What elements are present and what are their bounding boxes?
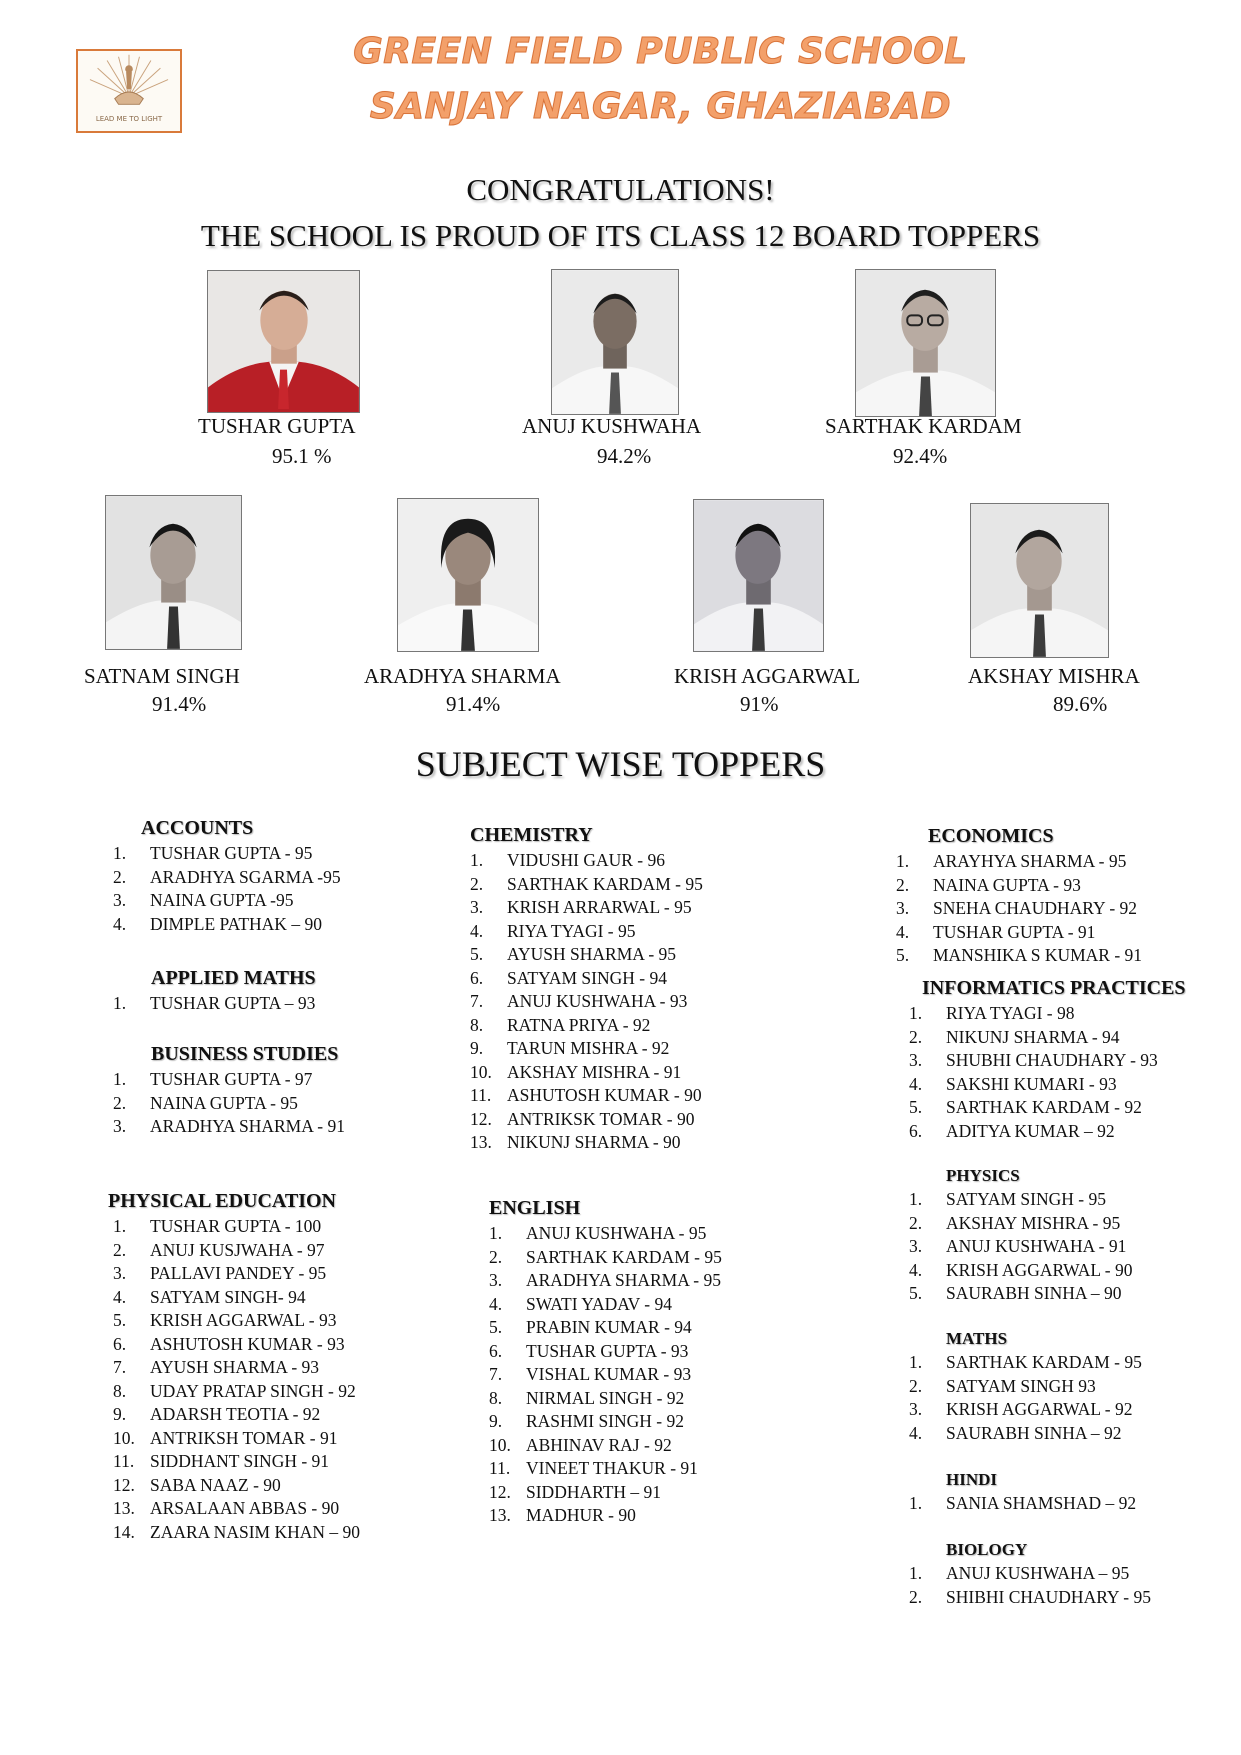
list-item-text: RATNA PRIYA - 92 [507,1014,651,1035]
list-item-number: 6. [489,1340,503,1361]
list-item-text: UDAY PRATAP SINGH - 92 [150,1380,356,1401]
list-item-text: AKSHAY MISHRA - 91 [507,1061,682,1082]
list-item-number: 4. [113,1286,127,1307]
list-item-number: 1. [909,1189,923,1209]
list-item-text: ADARSH TEOTIA - 92 [150,1404,321,1424]
list-item-text: NIRMAL SINGH - 92 [526,1387,685,1408]
list-item-text: ADITYA KUMAR – 92 [946,1120,1115,1141]
list-item-text: SAURABH SINHA – 90 [946,1283,1122,1303]
list-item-text: SANIA SHAMSHAD – 92 [946,1493,1137,1513]
list-item-text: AYUSH SHARMA - 93 [150,1357,320,1377]
list-item-number: 9. [489,1411,503,1431]
list-item-text: VISHAL KUMAR - 93 [526,1364,692,1384]
list-item-text: ANUJ KUSHWAHA – 95 [946,1563,1130,1583]
list-item-number: 4. [909,1073,923,1094]
list-item-number: 1. [113,843,127,863]
list-item-number: 10. [489,1434,511,1455]
topper-photo-7 [970,503,1109,658]
topper-name-6: KRISH AGGARWAL [674,664,861,688]
list-item-number: 3. [909,1236,923,1256]
list-item-text: ASHUTOSH KUMAR - 90 [507,1085,702,1105]
list-item-number: 13. [113,1498,135,1518]
list-item-text: ARAYHYA SHARMA - 95 [933,851,1127,871]
list-item-number: 9. [470,1038,484,1058]
list-item-number: 5. [470,944,484,964]
topper-photo-3 [855,269,996,417]
list-item-number: 3. [909,1399,923,1419]
list-item-text: SATYAM SINGH - 94 [507,967,667,988]
topper-name-1: TUSHAR GUPTA [198,414,356,438]
list-item-number: 2. [909,1026,923,1047]
list-item-text: SATYAM SINGH 93 [946,1375,1096,1396]
subject-title-maths: MATHS [946,1329,1008,1348]
list-item-text: TUSHAR GUPTA - 91 [933,921,1096,942]
list-item-text: KRISH ARRARWAL - 95 [507,897,692,917]
list-item-text: TUSHAR GUPTA - 93 [526,1340,689,1361]
list-item-number: 8. [489,1387,503,1408]
list-item-number: 11. [489,1458,511,1478]
list-item-number: 9. [113,1404,127,1424]
list-item-number: 1. [909,1003,923,1023]
school-location: SANJAY NAGAR, GHAZIABAD [369,86,952,127]
list-item-number: 3. [113,1116,127,1136]
list-item-text: SAKSHI KUMARI - 93 [946,1073,1117,1094]
list-item-text: DIMPLE PATHAK – 90 [150,913,322,934]
topper-percent-6: 91% [740,692,779,716]
list-item-number: 2. [909,1212,923,1233]
list-item-text: SARTHAK KARDAM - 95 [946,1352,1142,1372]
list-item-number: 1. [470,850,484,870]
list-item-number: 11. [470,1085,492,1105]
list-item-number: 12. [470,1108,492,1129]
list-item-number: 1. [489,1223,503,1243]
list-item-number: 5. [896,945,910,965]
list-item-number: 1. [909,1352,923,1372]
list-item-text: TUSHAR GUPTA - 97 [150,1069,313,1089]
topper-percent-3: 92.4% [893,444,948,468]
subject-title-applied-maths: APPLIED MATHS [151,967,316,989]
topper-photo-5 [397,498,539,652]
list-item-number: 5. [113,1310,127,1330]
subject-title-accounts: ACCOUNTS [141,817,254,839]
list-item-text: SNEHA CHAUDHARY - 92 [933,898,1138,918]
list-item-number: 2. [896,874,910,895]
list-item-text: SIDDHANT SINGH - 91 [150,1451,330,1471]
topper-percent-2: 94.2% [597,444,652,468]
list-item-text: ZAARA NASIM KHAN – 90 [150,1521,361,1542]
list-item-number: 5. [909,1283,923,1303]
list-item-number: 11. [113,1451,135,1471]
list-item-text: AKSHAY MISHRA - 95 [946,1212,1121,1233]
list-item-number: 10. [113,1427,135,1448]
list-item-text: NIKUNJ SHARMA - 90 [507,1132,681,1152]
list-item-number: 1. [909,1493,923,1513]
list-item-number: 1. [896,851,910,871]
list-item-number: 7. [113,1357,127,1377]
list-item-text: TUSHAR GUPTA – 93 [150,993,316,1013]
list-item-text: VIDUSHI GAUR - 96 [507,850,665,870]
list-item-text: NAINA GUPTA -95 [150,890,294,910]
list-item-number: 3. [896,898,910,918]
list-item-text: PALLAVI PANDEY - 95 [150,1263,327,1283]
list-item-text: SARTHAK KARDAM - 95 [507,873,703,894]
list-item-text: RIYA TYAGI - 95 [507,920,636,941]
list-item-text: MANSHIKA S KUMAR - 91 [933,945,1143,965]
list-item-text: PRABIN KUMAR - 94 [526,1317,692,1337]
list-item-number: 8. [470,1014,484,1035]
list-item-number: 5. [909,1097,923,1117]
list-item-text: KRISH AGGARWAL - 90 [946,1259,1133,1280]
congrats-heading: CONGRATULATIONS! [466,172,775,207]
list-item-text: MADHUR - 90 [526,1505,636,1525]
list-item-number: 14. [113,1521,135,1542]
subject-title-business-studies: BUSINESS STUDIES [151,1043,339,1065]
list-item-text: ABHINAV RAJ - 92 [526,1434,672,1455]
list-item-text: AYUSH SHARMA - 95 [507,944,677,964]
list-item-number: 13. [489,1505,511,1525]
list-item-number: 6. [113,1333,127,1354]
list-item-text: ANTRIKSH TOMAR - 91 [150,1427,338,1448]
list-item-number: 4. [909,1422,923,1443]
list-item-number: 1. [113,993,127,1013]
list-item-number: 12. [489,1481,511,1502]
subject-title-biology: BIOLOGY [946,1540,1028,1559]
list-item-text: ARSALAAN ABBAS - 90 [150,1498,340,1518]
list-item-text: SABA NAAZ - 90 [150,1474,281,1495]
list-item-text: SIDDHARTH – 91 [526,1481,662,1502]
list-item-number: 6. [470,967,484,988]
list-item-text: ANUJ KUSHWAHA - 91 [946,1236,1127,1256]
topper-percent-5: 91.4% [446,692,501,716]
topper-photo-2 [551,269,679,415]
topper-name-5: ARADHYA SHARMA [364,664,561,688]
subject-title-physics: PHYSICS [946,1166,1020,1185]
subject-title-english: ENGLISH [489,1197,581,1219]
list-item-text: NAINA GUPTA - 95 [150,1092,298,1113]
list-item-text: ANTRIKSK TOMAR - 90 [507,1108,695,1129]
list-item-number: 2. [470,873,484,894]
subject-toppers-heading: SUBJECT WISE TOPPERS [415,744,826,784]
list-item-text: ANUJ KUSJWAHA - 97 [150,1239,325,1260]
subject-title-hindi: HINDI [946,1470,998,1489]
topper-name-4: SATNAM SINGH [84,664,240,688]
topper-percent-4: 91.4% [152,692,207,716]
list-item-number: 13. [470,1132,492,1152]
list-item-number: 3. [489,1270,503,1290]
list-item-number: 1. [909,1563,923,1583]
list-item-text: SHUBHI CHAUDHARY - 93 [946,1050,1158,1070]
topper-name-3: SARTHAK KARDAM [825,414,1022,438]
list-item-number: 4. [896,921,910,942]
list-item-number: 2. [113,1092,127,1113]
topper-photo-1 [207,270,360,413]
list-item-text: ANUJ KUSHWAHA - 95 [526,1223,707,1243]
list-item-text: KRISH AGGARWAL - 93 [150,1310,337,1330]
list-item-text: ARADHYA SHARMA - 95 [526,1270,721,1290]
list-item-number: 5. [489,1317,503,1337]
list-item-text: SWATI YADAV - 94 [526,1293,673,1314]
list-item-text: SAURABH SINHA – 92 [946,1422,1122,1443]
list-item-number: 2. [909,1375,923,1396]
list-item-number: 7. [489,1364,503,1384]
list-item-number: 4. [489,1293,503,1314]
topper-percent-7: 89.6% [1053,692,1108,716]
list-item-number: 3. [909,1050,923,1070]
list-item-number: 8. [113,1380,127,1401]
logo-caption: LEAD ME TO LIGHT [95,115,163,123]
list-item-number: 2. [909,1586,923,1607]
list-item-text: TUSHAR GUPTA - 95 [150,843,313,863]
list-item-number: 3. [113,890,127,910]
list-item-number: 3. [113,1263,127,1283]
list-item-text: SATYAM SINGH - 95 [946,1189,1106,1209]
subject-title-chemistry: CHEMISTRY [470,824,593,846]
list-item-number: 3. [470,897,484,917]
list-item-text: SARTHAK KARDAM - 92 [946,1097,1142,1117]
list-item-number: 4. [113,913,127,934]
list-item-text: ASHUTOSH KUMAR - 93 [150,1333,345,1354]
list-item-number: 10. [470,1061,492,1082]
list-item-text: TUSHAR GUPTA - 100 [150,1216,322,1236]
list-item-number: 12. [113,1474,135,1495]
list-item-number: 7. [470,991,484,1011]
subject-title-physical-education: PHYSICAL EDUCATION [108,1190,336,1212]
list-item-text: ARADHYA SHARMA - 91 [150,1116,345,1136]
topper-photo-4 [105,495,242,650]
list-item-text: SARTHAK KARDAM - 95 [526,1246,722,1267]
toppers-subtitle: THE SCHOOL IS PROUD OF ITS CLASS 12 BOARD TOPPERS [200,218,1041,253]
list-item-number: 2. [489,1246,503,1267]
list-item-text: SHIBHI CHAUDHARY - 95 [946,1586,1151,1607]
list-item-text: KRISH AGGARWAL - 92 [946,1399,1133,1419]
topper-name-2: ANUJ KUSHWAHA [522,414,702,438]
topper-photo-6 [693,499,824,652]
list-item-number: 1. [113,1216,127,1236]
list-item-text: NAINA GUPTA - 93 [933,874,1081,895]
subject-title-economics: ECONOMICS [928,825,1054,847]
list-item-text: ANUJ KUSHWAHA - 93 [507,991,688,1011]
topper-percent-1: 95.1 % [272,444,332,468]
subject-title-informatics: INFORMATICS PRACTICES [922,977,1186,999]
list-item-text: ARADHYA SGARMA -95 [150,866,341,887]
list-item-number: 2. [113,1239,127,1260]
list-item-text: RASHMI SINGH - 92 [526,1411,684,1431]
list-item-number: 6. [909,1120,923,1141]
list-item-number: 4. [909,1259,923,1280]
school-name: GREEN FIELD PUBLIC SCHOOL [353,31,968,72]
list-item-text: NIKUNJ SHARMA - 94 [946,1026,1120,1047]
list-item-number: 4. [470,920,484,941]
list-item-number: 1. [113,1069,127,1089]
list-item-text: VINEET THAKUR - 91 [526,1458,698,1478]
list-item-number: 2. [113,866,127,887]
list-item-text: RIYA TYAGI - 98 [946,1003,1075,1023]
list-item-text: TARUN MISHRA - 92 [507,1038,670,1058]
list-item-text: SATYAM SINGH- 94 [150,1286,306,1307]
topper-name-7: AKSHAY MISHRA [968,664,1140,688]
